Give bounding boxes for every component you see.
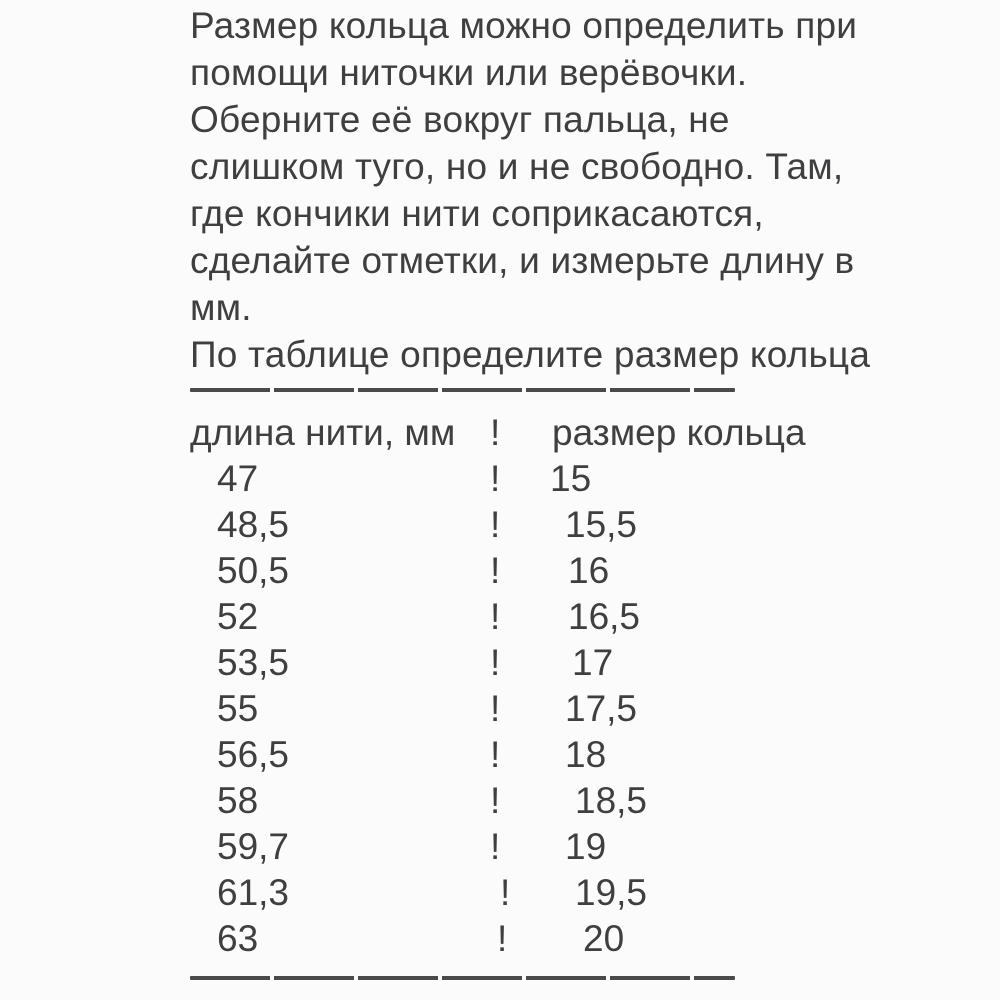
table-row (190, 778, 1000, 824)
column-separator: ! (490, 642, 501, 683)
size-cell: 19,5 (575, 872, 648, 913)
table-row (190, 456, 1000, 502)
divider-bottom (190, 976, 735, 980)
intro-line: помощи ниточки или верёвочки. (190, 52, 748, 93)
length-cell: 50,5 (217, 550, 290, 591)
table-row (190, 594, 1000, 640)
column-separator: ! (490, 826, 501, 867)
size-cell: 15 (550, 458, 592, 499)
column-separator: ! (500, 872, 511, 913)
size-cell: 17,5 (565, 688, 638, 729)
col-header-size: размер кольца (552, 412, 806, 453)
table-row (190, 686, 1000, 732)
column-separator: ! (490, 504, 501, 545)
column-separator: ! (490, 780, 501, 821)
size-cell: 18,5 (575, 780, 648, 821)
intro-line: сделайте отметки, и измерьте длину в (190, 240, 855, 281)
size-cell: 20 (583, 918, 625, 959)
table-row (190, 502, 1000, 548)
length-cell: 56,5 (217, 734, 290, 775)
intro-text (190, 2, 1000, 378)
table-row (190, 916, 1000, 962)
intro-line: Размер кольца можно определить при (190, 5, 858, 46)
intro-line: По таблице определите размер кольца (190, 334, 871, 375)
length-cell: 53,5 (217, 642, 290, 683)
length-cell: 61,3 (217, 872, 290, 913)
length-cell: 55 (217, 688, 259, 729)
size-cell: 16 (568, 550, 610, 591)
intro-line: где кончики нити соприкасаются, (190, 193, 764, 234)
table-row (190, 732, 1000, 778)
intro-line: слишком туго, но и не свободно. Там, (190, 146, 844, 187)
length-cell: 52 (217, 596, 259, 637)
intro-line: Оберните её вокруг пальца, не (190, 99, 730, 140)
length-cell: 58 (217, 780, 259, 821)
table-header-row (190, 410, 1000, 456)
length-cell: 59,7 (217, 826, 290, 867)
table-row (190, 548, 1000, 594)
size-cell: 17 (572, 642, 614, 683)
col-header-length: длина нити, мм (190, 412, 456, 453)
column-separator: ! (497, 918, 508, 959)
divider-top (190, 388, 735, 392)
size-cell: 16,5 (568, 596, 641, 637)
size-cell: 15,5 (565, 504, 638, 545)
column-separator: ! (490, 412, 501, 453)
column-separator: ! (490, 550, 501, 591)
column-separator: ! (490, 688, 501, 729)
ring-size-table (190, 410, 1000, 962)
size-cell: 19 (565, 826, 607, 867)
table-row (190, 824, 1000, 870)
table-row (190, 640, 1000, 686)
length-cell: 47 (217, 458, 259, 499)
table-row (190, 870, 1000, 916)
intro-line: мм. (190, 287, 252, 328)
column-separator: ! (490, 596, 501, 637)
length-cell: 63 (217, 918, 259, 959)
column-separator: ! (490, 458, 501, 499)
length-cell: 48,5 (217, 504, 290, 545)
size-cell: 18 (565, 734, 607, 775)
column-separator: ! (490, 734, 501, 775)
